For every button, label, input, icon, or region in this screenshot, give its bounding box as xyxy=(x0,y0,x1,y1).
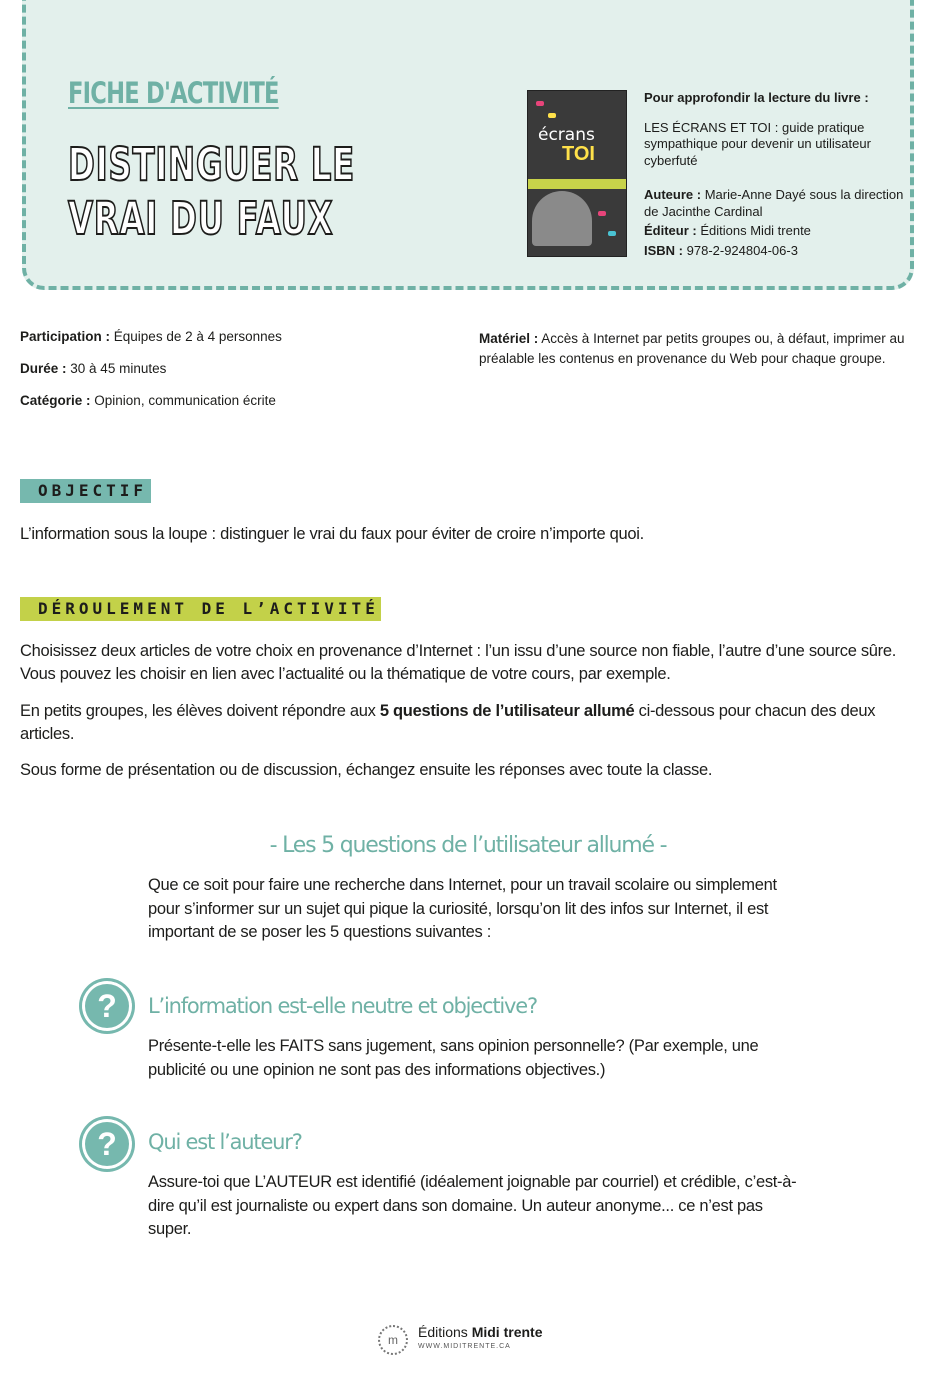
publisher-url[interactable]: WWW.MIDITRENTE.CA xyxy=(418,1343,511,1350)
section-label-deroulement: DÉROULEMENT DE L’ACTIVITÉ xyxy=(20,597,381,621)
question-title: L’information est-elle neutre et objective? xyxy=(148,994,537,1018)
cover-band xyxy=(528,179,626,189)
meta-label: Matériel : xyxy=(479,331,539,346)
text-run: ci-dessous pour chacun des deux articles. xyxy=(20,702,876,743)
activity-meta xyxy=(20,329,282,425)
cover-title-word: écrans xyxy=(538,125,595,145)
cover-decoration xyxy=(548,113,556,118)
meta-value: Opinion, communication écrite xyxy=(94,393,276,408)
book-cover-image xyxy=(528,91,626,256)
question-mark-icon: ? xyxy=(79,978,135,1034)
meta-label: Durée : xyxy=(20,361,67,376)
question-title: Qui est l’auteur? xyxy=(148,1130,302,1154)
publisher-logo-icon: m xyxy=(378,1325,408,1355)
book-isbn xyxy=(644,243,906,260)
meta-categorie xyxy=(20,393,282,425)
book-info-lead: Pour approfondir la lecture du livre : xyxy=(644,90,869,105)
deroulement-paragraph-1: Choisissez deux articles de votre choix en provenance d’Internet : l’un issu d’une source non fiable, l’autre d’une source sûre. Vous pouvez les choisir en lien avec l’actualité ou la thématique de votre cours, par exemple. xyxy=(20,642,897,683)
book-publisher xyxy=(644,223,906,240)
cover-decoration xyxy=(608,231,616,236)
page-title-line-2: VRAI DU FAUX xyxy=(68,192,334,245)
publisher-name-light: Éditions xyxy=(418,1324,472,1340)
meta-value: 30 à 45 minutes xyxy=(70,361,167,376)
text-run-bold: 5 questions de l’utilisateur allumé xyxy=(379,702,635,720)
meta-label: Catégorie : xyxy=(20,393,91,408)
page-title-line-1: DISTINGUER LE xyxy=(68,138,355,191)
question-mark-icon: ? xyxy=(79,1116,135,1172)
book-author-value: Marie-Anne Dayé sous la direction de Jacinthe Cardinal xyxy=(644,187,904,219)
book-isbn-label: ISBN : xyxy=(644,242,683,258)
meta-value: Équipes de 2 à 4 personnes xyxy=(113,329,282,344)
cover-decoration xyxy=(598,211,606,216)
cover-photo xyxy=(532,191,592,246)
cover-title-word: TOI xyxy=(562,143,595,165)
meta-label: Participation : xyxy=(20,329,111,344)
book-isbn-value: 978-2-924804-06-3 xyxy=(686,242,798,258)
book-info xyxy=(644,90,906,259)
objective-text: L’information sous la loupe : distinguer le vrai du faux pour éviter de croire n’importe quoi. xyxy=(20,525,644,543)
book-author xyxy=(644,187,906,220)
meta-value: Accès à Internet par petits groupes ou, à défaut, imprimer au préalable les contenus en provenance du Web pour chaque groupe. xyxy=(479,331,905,366)
page-title xyxy=(68,138,356,246)
text-run: En petits groupes, les élèves doivent répondre aux xyxy=(20,702,380,720)
meta-materiel xyxy=(479,329,919,368)
question-body: Présente-t-elle les FAITS sans jugement, sans opinion personnelle? (Par exemple, une publicité ou une opinion ne sont pas des informations objectives.) xyxy=(148,1037,759,1079)
questions-title: - Les 5 questions de l’utilisateur allumé - xyxy=(269,833,667,858)
meta-duree xyxy=(20,361,282,393)
meta-participation xyxy=(20,329,282,361)
book-title: LES ÉCRANS ET TOI : guide pratique sympathique pour devenir un utilisateur cyberfuté xyxy=(644,119,871,168)
book-author-label: Auteure : xyxy=(644,187,702,202)
book-publisher-value: Éditions Midi trente xyxy=(700,223,811,238)
activity-kicker: FICHE D'ACTIVITÉ xyxy=(68,76,279,110)
deroulement-paragraph-2 xyxy=(20,700,880,745)
section-label-objectif: OBJECTIF xyxy=(20,479,151,503)
deroulement-paragraph-3: Sous forme de présentation ou de discussion, échangez ensuite les réponses avec toute la classe. xyxy=(20,761,713,779)
question-body: Assure-toi que L’AUTEUR est identifié (idéalement joignable par courriel) et crédible, c’est-à-dire qu’il est journaliste ou expert dans son domaine. Un auteur anonyme... ce n’est pas super. xyxy=(148,1173,797,1238)
questions-intro: Que ce soit pour faire une recherche dans Internet, pour un travail scolaire ou simplement pour s’informer sur un sujet qui pique la curiosité, lorsqu’on lit des infos sur Internet, il est important de se poser les 5 questions suivantes : xyxy=(148,876,777,941)
publisher-name xyxy=(418,1324,542,1340)
publisher-name-bold: Midi trente xyxy=(471,1324,543,1340)
book-publisher-label: Éditeur : xyxy=(644,223,697,238)
cover-decoration xyxy=(536,101,544,106)
